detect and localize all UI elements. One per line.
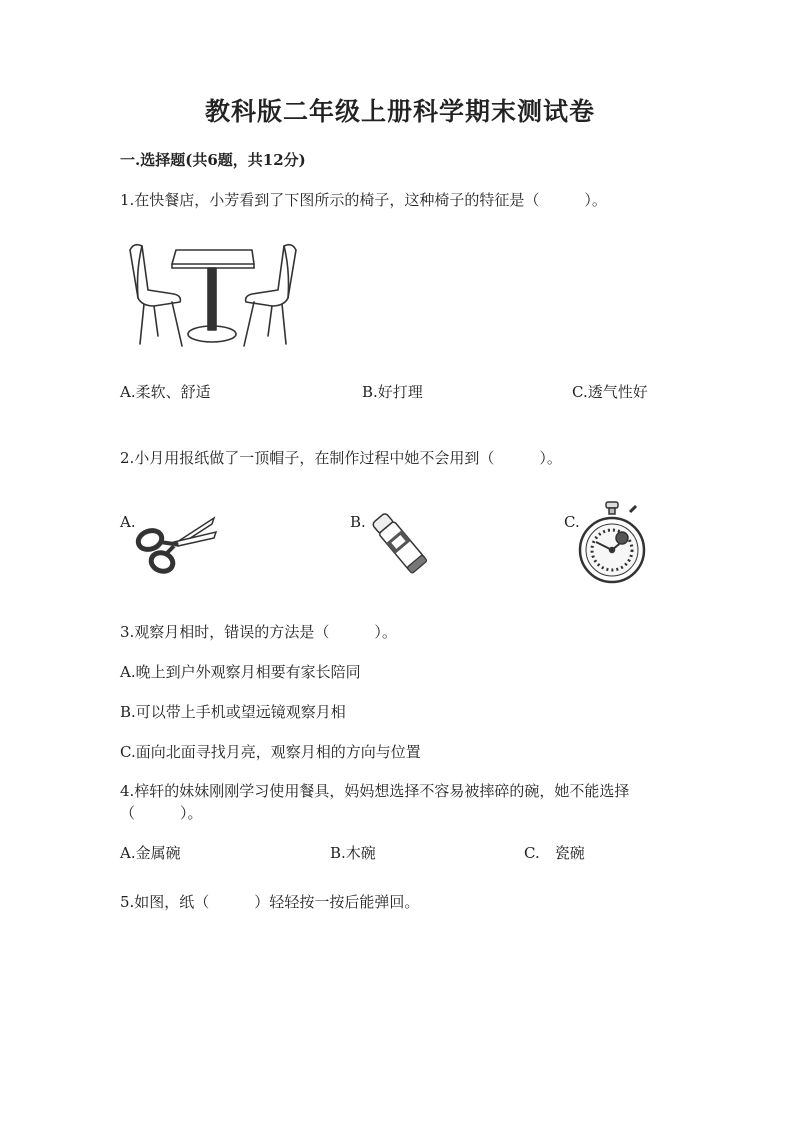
q3-option-a: A.晚上到户外观察月相要有家长陪同 (120, 663, 361, 681)
question-5: 5.如图，纸（ ）轻轻按一按后能弹回。 (120, 893, 420, 911)
scissors-icon (134, 512, 218, 578)
q2-option-a-label: A. (120, 513, 136, 531)
q1-option-b: B.好打理 (362, 383, 423, 401)
q1-option-a: A.柔软、舒适 (120, 383, 211, 401)
stopwatch-icon (578, 500, 646, 586)
q2-option-c-label: C. (564, 513, 580, 531)
glue-stick-icon (364, 508, 438, 582)
question-2: 2.小月用报纸做了一顶帽子，在制作过程中她不会用到（ ）。 (120, 449, 562, 467)
q1-option-c: C.透气性好 (572, 383, 648, 401)
question-3: 3.观察月相时，错误的方法是（ ）。 (120, 623, 397, 641)
question-4-line-1: 4.梓轩的妹妹刚刚学习使用餐具，妈妈想选择不容易被摔碎的碗，她不能选择 (120, 782, 630, 800)
question-4-line-2: （ ）。 (120, 804, 203, 822)
q3-option-b: B.可以带上手机或望远镜观察月相 (120, 703, 346, 721)
q4-option-a: A.金属碗 (120, 844, 181, 862)
section-heading: 一.选择题(共6题，共12分) (120, 151, 306, 169)
q4-option-b: B.木碗 (330, 844, 376, 862)
table-and-chairs-image (124, 240, 302, 350)
page-title: 教科版二年级上册科学期末测试卷 (204, 97, 595, 126)
q3-option-c: C.面向北面寻找月亮，观察月相的方向与位置 (120, 743, 421, 761)
q2-option-b-label: B. (350, 513, 366, 531)
q4-option-c: C. 瓷碗 (524, 844, 585, 862)
question-1: 1.在快餐店，小芳看到了下图所示的椅子，这种椅子的特征是（ ）。 (120, 191, 607, 209)
